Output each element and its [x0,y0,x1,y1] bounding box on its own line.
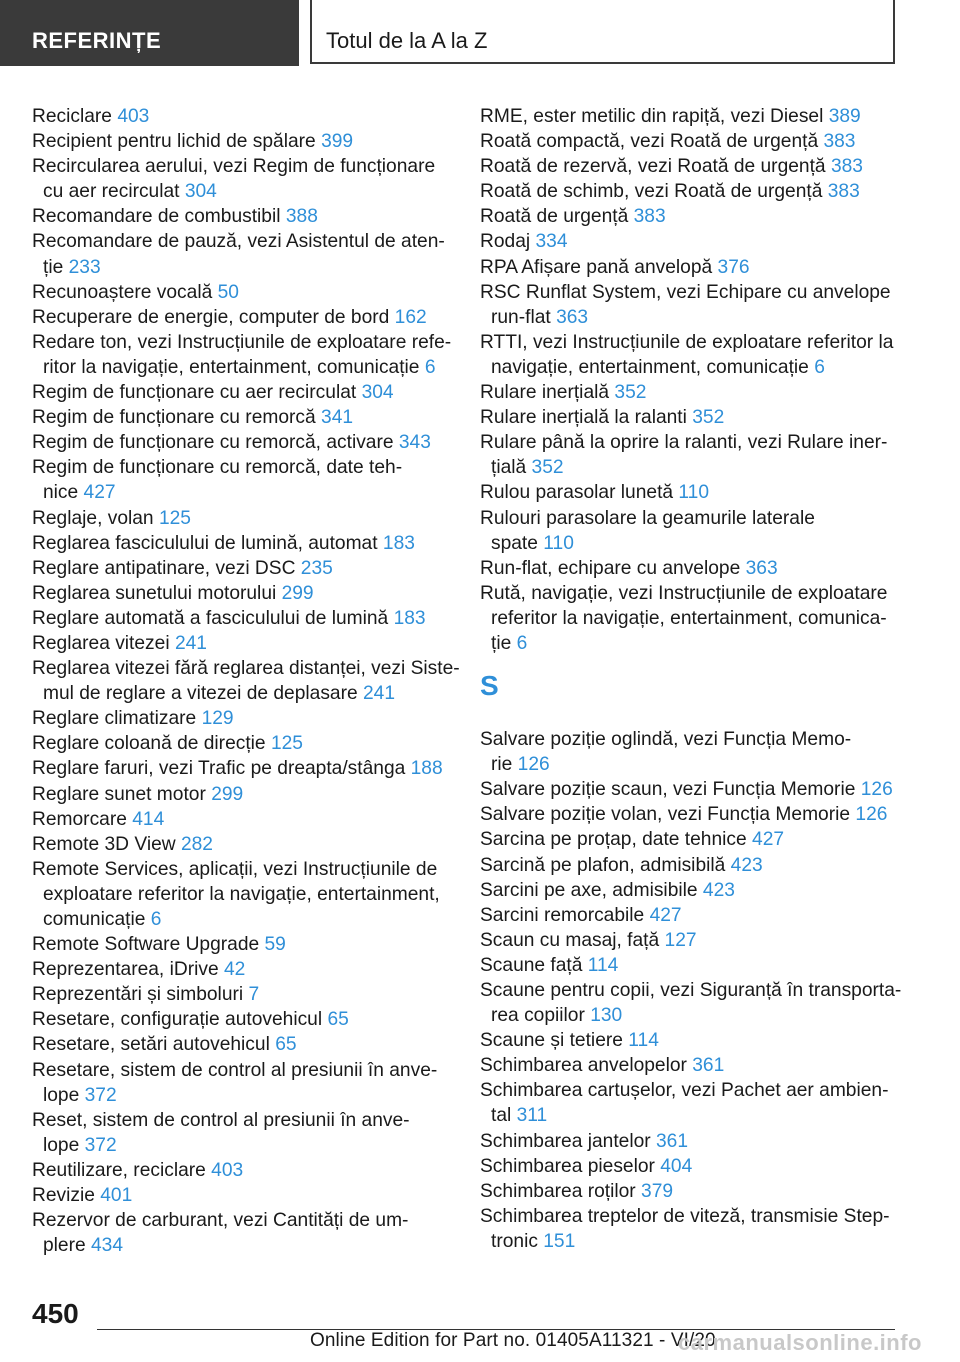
entry-text: ție [43,256,64,278]
index-entry [480,802,900,827]
index-entry [32,756,457,781]
page-link[interactable]: 352 [531,457,564,479]
page-link[interactable]: 423 [702,879,735,901]
index-entry [480,531,900,556]
page-link[interactable]: 383 [633,206,666,228]
index-entry [480,631,900,656]
page-link[interactable]: 376 [717,256,750,278]
page-link[interactable]: 401 [100,1185,133,1207]
page-link[interactable]: 65 [275,1034,297,1056]
entry-text: nice [43,482,79,504]
index-entry [480,556,900,581]
index-entry [32,179,457,204]
entry-text: Recomandare de combustibil [32,206,281,228]
entry-text: tronic [491,1230,538,1252]
entry-text: Reglare antipatinare, vezi DSC [32,557,296,579]
page-link[interactable]: 126 [860,779,893,801]
entry-text: Regim de funcționare cu aer recirculat [32,382,357,404]
index-entry [480,355,900,380]
page-link[interactable]: 361 [656,1130,689,1152]
page-link[interactable]: 6 [516,632,528,654]
entry-text: Remote 3D View [32,833,176,855]
page-link[interactable]: 299 [211,783,244,805]
entry-text: exploatare referitor la navigație, entertainment, [43,883,440,905]
index-entry [480,1179,900,1204]
index-entry [32,405,457,430]
index-group-r [480,104,900,656]
entry-text: Rodaj [480,231,531,253]
edition-footer: Online Edition for Part no. 01405A11321 - VI/20 [310,1330,716,1351]
page-link[interactable]: 383 [830,156,863,178]
entry-text: Recuperare de energie, computer de bord [32,306,390,328]
entry-text: Run-flat, echipare cu anvelope [480,557,741,579]
entry-text: Scaun cu masaj, față [480,929,660,951]
page-link[interactable]: 434 [91,1235,124,1257]
index-entry [32,882,457,907]
entry-text: Roată de urgență [480,206,629,228]
entry-text: RME, ester metilic din rapiță, vezi Diesel [480,106,824,127]
page-link[interactable]: 304 [184,181,217,203]
entry-text: rea copiilor [491,1005,585,1027]
entry-text: Reglare automată a fasciculului de lumină [32,607,389,629]
index-entry [480,330,900,355]
page-link[interactable]: 403 [117,106,150,127]
index-entry [480,903,900,928]
page-link[interactable]: 361 [692,1055,725,1077]
entry-text: Salvare poziție volan, vezi Funcția Memorie [480,804,851,826]
entry-text: Resetare, configurație autovehicul [32,1009,323,1031]
entry-text: Reglarea vitezei fără reglarea distanței, vezi Siste- [32,658,460,680]
entry-text: Remote Software Upgrade [32,934,260,956]
page-link[interactable]: 304 [361,382,394,404]
page-link[interactable]: 341 [321,407,354,429]
index-entry [32,305,457,330]
entry-text: Revizie [32,1185,95,1207]
index-column-left [32,104,460,1258]
page-link[interactable]: 334 [535,231,568,253]
index-entry [32,280,457,305]
index-entry [480,305,900,330]
entry-text: RPA Afișare pană anvelopă [480,256,713,278]
index-entry [480,978,900,1003]
index-entry [32,731,457,756]
page-link[interactable]: 235 [300,557,333,579]
index-entry [480,455,900,480]
index-entry [480,480,900,505]
page-link[interactable]: 399 [321,131,354,153]
index-entry [32,430,457,455]
index-entry [32,556,457,581]
entry-text: Roată de schimb, vezi Roată de urgență [480,181,823,203]
index-entry [32,129,457,154]
entry-text: Reglare faruri, vezi Trafic pe dreapta/stânga [32,758,406,780]
index-entry [32,982,457,1007]
entry-text: spate [491,532,538,554]
entry-text: Reset, sistem de control al presiunii în anve- [32,1109,410,1131]
page-link[interactable]: 423 [730,854,763,876]
entry-text: mul de reglare a vitezei de deplasare [43,683,358,705]
entry-text: RTTI, vezi Instrucțiunile de exploatare referitor la [480,331,894,353]
index-entry [32,480,457,505]
page-link[interactable]: 404 [660,1155,693,1177]
entry-text: Sarcini remorcabile [480,904,645,926]
index-entry [480,606,900,631]
page-link[interactable]: 65 [327,1009,349,1031]
entry-text: Schimbarea jantelor [480,1130,651,1152]
entry-text: Resetare, sistem de control al presiunii în anve- [32,1059,438,1081]
index-entry [32,330,457,355]
index-group-s [480,727,900,1254]
entry-text: Remote Services, aplicații, vezi Instrucțiunile de [32,858,438,880]
entry-text: Reciclare [32,106,112,127]
entry-text: Rută, navigație, vezi Instrucțiunile de exploatare [480,582,888,604]
entry-text: Recipient pentru lichid de spălare [32,131,316,153]
index-entry [32,1083,457,1108]
entry-text: Sarcina pe proțap, date tehnice [480,829,747,851]
page-link[interactable]: 6 [150,909,162,930]
entry-text: Remorcare [32,808,127,830]
page-link[interactable]: 129 [201,708,234,730]
index-entry [480,255,900,280]
entry-text: Scaune și tetiere [480,1030,623,1052]
entry-text: referitor la navigație, entertainment, comunica- [491,607,887,629]
entry-text: Rulou parasolar lunetă [480,482,674,504]
entry-text: Reglare climatizare [32,708,197,730]
page-link[interactable]: 130 [590,1005,623,1027]
index-entry [480,1078,900,1103]
chapter-title: Totul de la A la Z [310,0,895,64]
entry-text: Salvare poziție scaun, vezi Funcția Memorie [480,779,856,801]
section-letter: S [480,670,499,702]
index-entry [32,631,457,656]
index-entry [480,104,900,129]
entry-text: Regim de funcționare cu remorcă, activare [32,432,394,454]
index-entry [32,782,457,807]
page-link[interactable]: 151 [543,1230,576,1252]
entry-text: Scaune pentru copii, vezi Siguranță în transporta- [480,980,902,1001]
page-link[interactable]: 383 [827,181,860,203]
page-link[interactable]: 379 [641,1180,674,1202]
index-entry [32,455,457,480]
index-entry [480,179,900,204]
index-entry [32,681,457,706]
page-link[interactable]: 59 [264,934,286,956]
index-entry [480,1204,900,1229]
page-link[interactable]: 352 [614,382,647,404]
page-link[interactable]: 114 [587,954,619,976]
entry-text: plere [43,1235,86,1257]
index-entry [32,1158,457,1183]
index-entry [32,1233,457,1258]
index-entry [480,827,900,852]
page-link[interactable]: 414 [132,808,165,830]
page-link[interactable]: 6 [814,356,825,378]
page-link[interactable]: 427 [649,904,682,926]
index-entry [32,581,457,606]
page-link[interactable]: 183 [393,607,426,629]
entry-text: Regim de funcționare cu remorcă, date teh- [32,457,403,479]
entry-text: Recunoaștere vocală [32,281,213,303]
index-entry [32,380,457,405]
entry-text: Sarcini pe axe, admisibile [480,879,698,901]
entry-text: Reglare sunet motor [32,783,206,805]
index-entry [480,430,900,455]
entry-text: tal [491,1105,512,1127]
index-entry [480,204,900,229]
index-entry [32,907,457,932]
page-link[interactable]: 241 [174,632,207,654]
page-link[interactable]: 110 [543,532,574,554]
index-entry [480,1154,900,1179]
page-link[interactable]: 427 [83,482,116,504]
page-link[interactable]: 352 [692,407,725,429]
index-entry [480,853,900,878]
entry-text: Reutilizare, reciclare [32,1159,206,1181]
index-entry [32,932,457,957]
entry-text: Reglarea vitezei [32,632,170,654]
page-link[interactable]: 388 [285,206,318,228]
page-link[interactable]: 427 [752,829,785,851]
index-entry [32,706,457,731]
entry-text: Reprezentarea, iDrive [32,959,219,981]
page-link[interactable]: 299 [281,582,314,604]
entry-text: Rezervor de carburant, vezi Cantități de um- [32,1210,409,1232]
entry-text: Reprezentări și simboluri [32,984,244,1006]
page-link[interactable]: 403 [211,1159,244,1181]
entry-text: Reglare coloană de direcție [32,733,266,755]
index-entry [480,777,900,802]
entry-text: Recircularea aerului, vezi Regim de funcționare [32,156,436,178]
entry-text: Roată de rezervă, vezi Roată de urgență [480,156,826,178]
page-link[interactable]: 114 [628,1030,659,1052]
index-entry [480,405,900,430]
entry-text: Sarcină pe plafon, admisibilă [480,854,726,876]
entry-text: cu aer recirculat [43,181,180,203]
page-link[interactable]: 6 [424,356,436,378]
page-link[interactable]: 125 [270,733,303,755]
entry-text: Resetare, setări autovehicul [32,1034,270,1056]
index-entry [32,1007,457,1032]
page-link[interactable]: 126 [855,804,888,826]
page-link[interactable]: 188 [410,758,443,780]
page-link[interactable]: 363 [556,306,589,328]
index-entry [480,380,900,405]
index-entry [32,154,457,179]
index-entry [480,229,900,254]
entry-text: Regim de funcționare cu remorcă [32,407,316,429]
index-entry [480,1003,900,1028]
index-entry [480,727,900,752]
page-link[interactable]: 389 [828,106,861,127]
entry-text: Roată compactă, vezi Roată de urgență [480,131,819,153]
page-link[interactable]: 383 [823,131,856,153]
page-link[interactable]: 363 [745,557,778,579]
entry-text: Rulouri parasolare la geamurile laterale [480,507,815,529]
page-link[interactable]: 125 [158,507,191,529]
index-entry [480,953,900,978]
index-entry [32,857,457,882]
page-link[interactable]: 127 [664,929,697,951]
page-link[interactable]: 311 [516,1105,548,1127]
index-entry [32,832,457,857]
index-entry [32,606,457,631]
page-link[interactable]: 343 [398,432,431,454]
entry-text: ritor la navigație, entertainment, comunicație [43,356,420,378]
index-entry [480,1053,900,1078]
entry-text: țială [491,457,527,479]
entry-text: Redare ton, vezi Instrucțiunile de exploatare refe- [32,331,452,353]
entry-text: comunicație [43,909,146,930]
index-entry [32,1183,457,1208]
index-column-right [480,104,900,1254]
page-number: 450 [32,1298,79,1329]
index-entry [480,1103,900,1128]
page-link[interactable]: 50 [217,281,239,303]
index-entry [32,1208,457,1233]
entry-text: Schimbarea treptelor de viteză, transmisie Step- [480,1205,890,1227]
index-entry [32,204,457,229]
page-link[interactable]: 7 [248,984,260,1006]
entry-text: Rulare inerțială la ralanti [480,407,687,429]
entry-text: Reglarea sunetului motorului [32,582,277,604]
entry-text: run-flat [491,306,551,328]
page-link[interactable]: 233 [68,256,101,278]
page-link[interactable]: 126 [517,754,550,776]
entry-text: lope [43,1134,80,1156]
index-entry [480,280,900,305]
index-entry [480,1028,900,1053]
index-entry [32,807,457,832]
entry-text: navigație, entertainment, comunicație [491,356,809,378]
index-entry [480,1229,900,1254]
entry-text: Schimbarea roților [480,1180,636,1202]
page-header [0,0,960,66]
index-entry [480,928,900,953]
index-entry [480,154,900,179]
index-entry [32,255,457,280]
index-entry [32,506,457,531]
section-tab: REFERINȚE [0,0,299,66]
index-entry [32,957,457,982]
page-link[interactable]: 282 [180,833,213,855]
entry-text: Scaune față [480,954,583,976]
index-entry [480,506,900,531]
index-entry [32,355,457,380]
entry-text: Schimbarea cartușelor, vezi Pachet aer ambien- [480,1080,889,1102]
entry-text: Recomandare de pauză, vezi Asistentul de aten- [32,231,445,253]
entry-text: Reglarea fasciculului de lumină, automat [32,532,378,554]
entry-text: Rulare inerțială [480,382,610,404]
index-entry [32,104,457,129]
page-link[interactable]: 162 [394,306,427,328]
entry-text: RSC Runflat System, vezi Echipare cu anvelope [480,281,891,303]
entry-text: rie [491,754,513,776]
page-link[interactable]: 372 [84,1084,117,1106]
index-entry [32,229,457,254]
index-entry [32,656,460,681]
page-link[interactable]: 241 [363,683,396,705]
page-link[interactable]: 183 [382,532,415,554]
index-entry [32,1032,457,1057]
entry-text: ție [491,632,512,654]
entry-text: Schimbarea pieselor [480,1155,655,1177]
entry-text: Rulare până la oprire la ralanti, vezi Rulare iner- [480,432,888,454]
index-entry [480,129,900,154]
index-entry [480,752,900,777]
page-link[interactable]: 42 [223,959,246,981]
page-link[interactable]: 110 [678,482,710,504]
entry-text: Schimbarea anvelopelor [480,1055,687,1077]
index-entry [32,1058,457,1083]
index-entry [480,878,900,903]
index-entry [32,531,457,556]
index-entry [32,1108,457,1133]
index-entry [32,1133,457,1158]
page-link[interactable]: 372 [84,1134,117,1156]
entry-text: Reglaje, volan [32,507,154,529]
index-entry [480,1129,900,1154]
entry-text: Salvare poziție oglindă, vezi Funcția Memo- [480,729,852,751]
entry-text: lope [43,1084,80,1106]
watermark-logo: carmanualsonline.info [678,1330,922,1355]
index-entry [480,581,900,606]
